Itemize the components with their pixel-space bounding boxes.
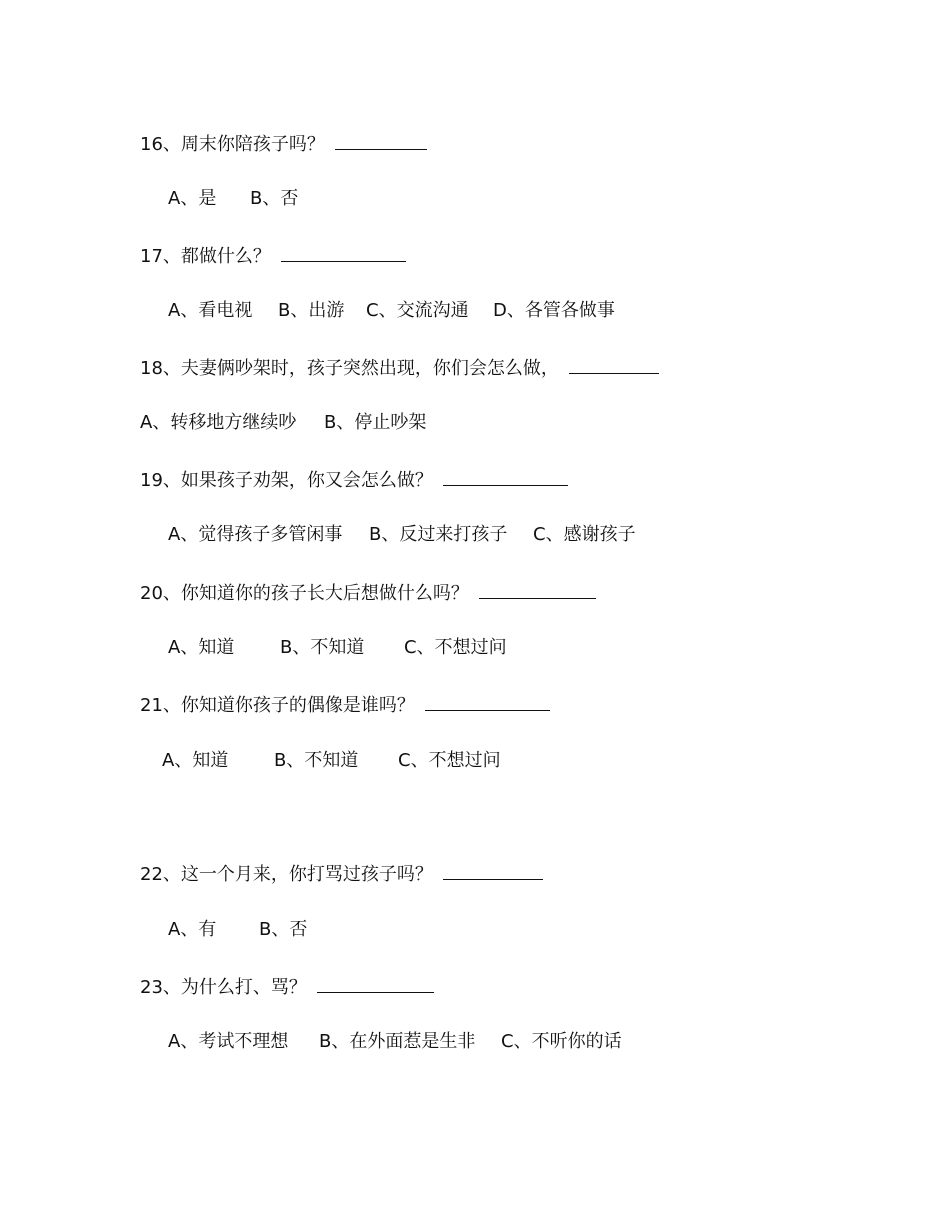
option-a[interactable]: A、觉得孩子多管闲事 — [168, 524, 343, 545]
options-16 — [168, 187, 298, 211]
option-b[interactable]: B、否 — [259, 919, 308, 940]
option-c[interactable]: C、不想过问 — [404, 637, 507, 658]
options-18 — [140, 411, 426, 435]
question-text: 18、夫妻俩吵架时，孩子突然出现，你们会怎么做， — [140, 358, 559, 379]
question-text: 23、为什么打、骂？ — [140, 977, 307, 998]
option-c[interactable]: C、不想过问 — [398, 750, 501, 771]
question-text: 17、都做什么？ — [140, 246, 271, 267]
question-17 — [140, 243, 406, 269]
options-20 — [168, 636, 507, 660]
option-b[interactable]: B、停止吵架 — [324, 412, 427, 433]
option-a[interactable]: A、知道 — [162, 750, 229, 771]
option-a[interactable]: A、知道 — [168, 637, 235, 658]
option-b[interactable]: B、否 — [250, 188, 299, 209]
option-a[interactable]: A、考试不理想 — [168, 1031, 289, 1052]
question-22 — [140, 861, 543, 887]
option-c[interactable]: C、不听你的话 — [501, 1031, 622, 1052]
question-text: 20、你知道你的孩子长大后想做什么吗？ — [140, 583, 469, 604]
question-21 — [140, 692, 550, 718]
options-22 — [168, 918, 307, 942]
question-19 — [140, 467, 568, 493]
answer-blank[interactable] — [443, 861, 543, 880]
question-text: 22、这一个月来，你打骂过孩子吗？ — [140, 864, 433, 885]
options-17 — [168, 299, 615, 323]
option-b[interactable]: B、不知道 — [280, 637, 365, 658]
options-21 — [162, 749, 501, 773]
answer-blank[interactable] — [443, 467, 568, 486]
option-b[interactable]: B、在外面惹是生非 — [319, 1031, 476, 1052]
question-20 — [140, 580, 596, 606]
option-c[interactable]: C、感谢孩子 — [533, 524, 636, 545]
answer-blank[interactable] — [281, 243, 406, 262]
options-19 — [168, 523, 636, 547]
question-16 — [140, 131, 427, 157]
option-b[interactable]: B、出游 — [278, 300, 345, 321]
option-d[interactable]: D、各管各做事 — [493, 300, 615, 321]
option-b[interactable]: B、不知道 — [274, 750, 359, 771]
answer-blank[interactable] — [569, 355, 659, 374]
question-text: 19、如果孩子劝架，你又会怎么做？ — [140, 470, 433, 491]
option-a[interactable]: A、是 — [168, 188, 217, 209]
options-23 — [168, 1030, 622, 1054]
answer-blank[interactable] — [317, 974, 434, 993]
option-a[interactable]: A、看电视 — [168, 300, 253, 321]
question-18 — [140, 355, 659, 381]
question-text: 21、你知道你孩子的偶像是谁吗？ — [140, 695, 415, 716]
answer-blank[interactable] — [479, 580, 596, 599]
question-text: 16、周末你陪孩子吗？ — [140, 134, 325, 155]
option-a[interactable]: A、有 — [168, 919, 217, 940]
option-a[interactable]: A、转移地方继续吵 — [140, 412, 297, 433]
question-23 — [140, 974, 434, 1000]
answer-blank[interactable] — [335, 131, 427, 150]
option-c[interactable]: C、交流沟通 — [366, 300, 469, 321]
option-b[interactable]: B、反过来打孩子 — [369, 524, 508, 545]
answer-blank[interactable] — [425, 692, 550, 711]
